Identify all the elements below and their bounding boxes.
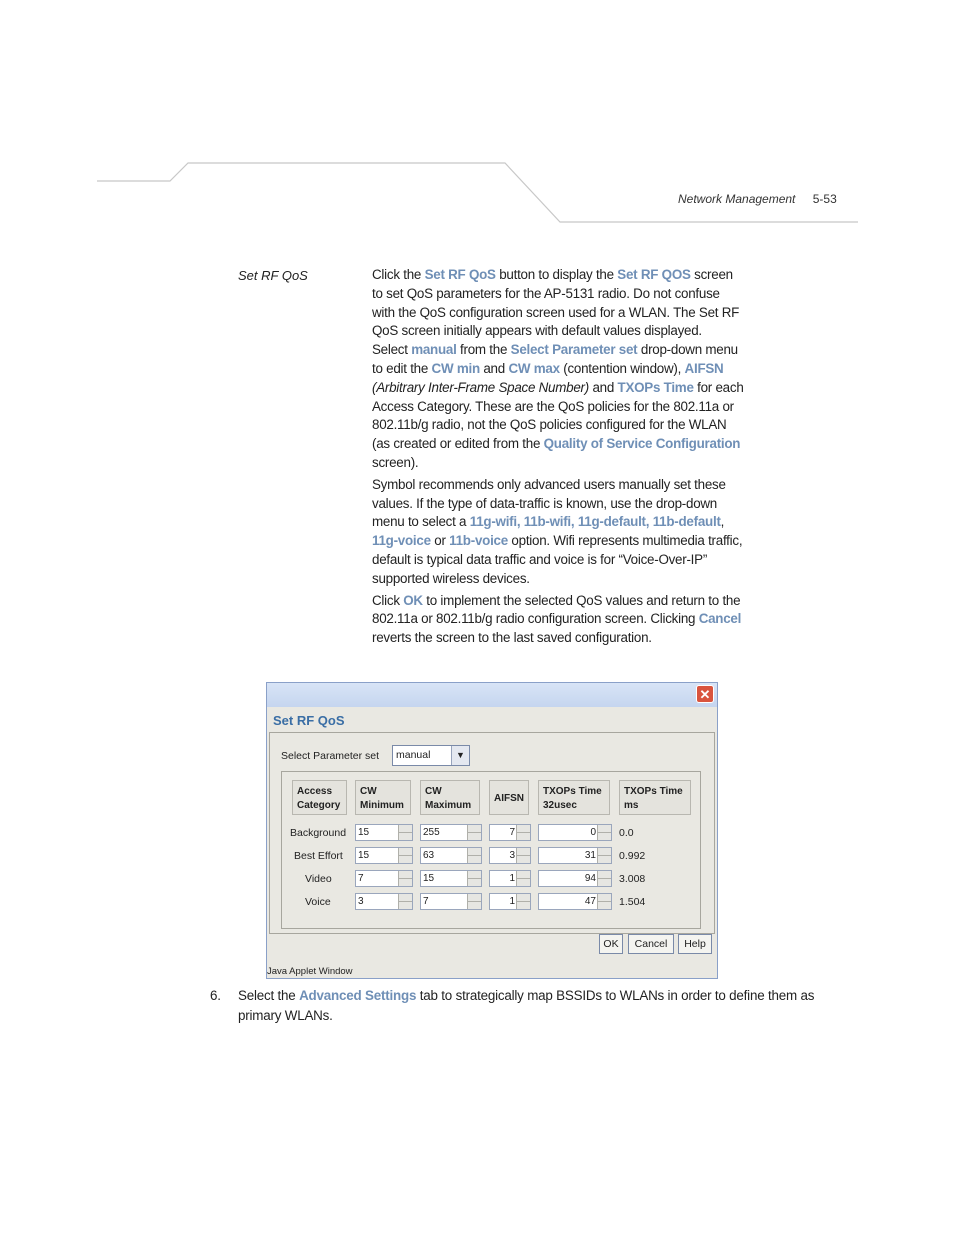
header-line: 32usec — [543, 800, 577, 811]
header-line: CW — [360, 786, 377, 797]
keyword: Cancel — [698, 611, 742, 627]
text-run: , — [720, 514, 725, 530]
row-label-voice: Voice — [305, 896, 331, 908]
spinner-value: 94 — [584, 873, 596, 884]
spinner-value: 15 — [358, 827, 370, 838]
keyword: Set RF QOS — [617, 267, 691, 282]
text-run: for each Access Category. These are the QoS policies for the 802.11a or 802.11b/g radio, not the QoS policies configured for the WLAN (as created or edited from the — [372, 379, 744, 452]
spinner-value: 255 — [423, 827, 440, 838]
spinner-value: 1 — [509, 873, 515, 884]
spinner-arrows-icon[interactable] — [597, 825, 611, 840]
txop-ms-value: 0.0 — [619, 827, 634, 839]
txop-ms-value: 1.504 — [619, 896, 646, 908]
header-line: CW — [425, 786, 442, 797]
paragraph-ok-cancel — [372, 592, 746, 648]
spinner-arrows-icon[interactable] — [597, 848, 611, 863]
text-run: screen to set QoS parameters for the AP-5131 radio. Do not confuse with the QoS configuration screen used for a WLAN. The Set RF QoS screen initially appears with default values displayed. — [372, 267, 740, 339]
spinner-value: 7 — [358, 873, 364, 884]
text-run: (contention window), — [559, 360, 685, 376]
cw-min-spinner[interactable] — [355, 847, 413, 864]
txop-32usec-spinner[interactable] — [538, 893, 612, 910]
spinner-value: 15 — [423, 873, 435, 884]
spinner-arrows-icon[interactable] — [516, 894, 530, 909]
cw-min-spinner[interactable] — [355, 893, 413, 910]
text-run: Click the — [372, 267, 425, 282]
spinner-value: 7 — [509, 827, 515, 838]
set-rf-qos-dialog — [266, 682, 718, 979]
paragraph-recommendation — [372, 476, 746, 589]
header-line: Maximum — [425, 800, 472, 811]
keyword: 11g-wifi, 11b-wifi, 11g-default, 11b-default — [469, 514, 721, 530]
spinner-value: 63 — [423, 850, 435, 861]
column-header-aifsn — [489, 780, 529, 815]
ok-button[interactable]: OK — [599, 934, 623, 954]
header-section-title: Network Management — [678, 192, 796, 206]
keyword: CW min — [431, 360, 480, 376]
parameter-set-select[interactable] — [392, 745, 470, 766]
column-header-cw-maximum — [420, 780, 480, 815]
text-run: tab to strategically map BSSIDs to WLANs in order to define them as primary WLANs. — [238, 988, 815, 1023]
body-text — [372, 266, 746, 651]
text-run: reverts the screen to the last saved configuration. — [372, 630, 652, 646]
spinner-arrows-icon[interactable] — [467, 871, 481, 886]
cw-min-spinner[interactable] — [355, 824, 413, 841]
italic-text: (Arbitrary Inter-Frame Space Number) — [372, 379, 589, 395]
text-run: and — [479, 360, 509, 376]
column-header-cw-minimum — [355, 780, 411, 815]
txop-32usec-spinner[interactable] — [538, 824, 612, 841]
spinner-arrows-icon[interactable] — [597, 871, 611, 886]
keyword: TXOPs Time — [617, 379, 694, 395]
keyword: AIFSN — [684, 360, 724, 376]
text-run: Select — [372, 342, 412, 358]
text-run: from the — [456, 342, 511, 358]
column-header-txops-32usec — [538, 780, 610, 815]
spinner-arrows-icon[interactable] — [597, 894, 611, 909]
spinner-value: 7 — [423, 896, 429, 907]
text-run: screen). — [372, 454, 419, 470]
spinner-value: 15 — [358, 850, 370, 861]
text-run: Click — [372, 592, 404, 608]
spinner-arrows-icon[interactable] — [398, 871, 412, 886]
aifsn-spinner[interactable] — [489, 824, 531, 841]
side-label: Set RF QoS — [238, 268, 308, 283]
paragraph-intro — [372, 266, 746, 341]
header-line: TXOPs Time — [543, 786, 602, 797]
aifsn-spinner[interactable] — [489, 870, 531, 887]
aifsn-spinner[interactable] — [489, 847, 531, 864]
text-run: button to display the — [495, 267, 618, 282]
text-run: to implement the selected QoS values and return to the 802.11a or 802.11b/g radio configuration screen. Clicking — [372, 592, 741, 627]
keyword: Advanced Settings — [299, 988, 417, 1003]
text-run: Select the — [238, 988, 300, 1003]
parameter-set-label: Select Parameter set — [281, 750, 380, 762]
header-line: ms — [624, 800, 639, 811]
txop-ms-value: 3.008 — [619, 873, 646, 885]
spinner-arrows-icon[interactable] — [516, 871, 530, 886]
paragraph-select-manual — [372, 341, 746, 473]
spinner-value: 3 — [509, 850, 515, 861]
txop-ms-value: 0.992 — [619, 850, 646, 862]
row-label-background: Background — [290, 827, 347, 839]
keyword: CW max — [508, 360, 560, 376]
keyword: 11b-voice — [449, 533, 508, 549]
cancel-button[interactable]: Cancel — [628, 934, 674, 954]
spinner-value: 0 — [590, 827, 596, 838]
step-number: 6. — [210, 988, 221, 1003]
dialog-heading: Set RF QoS — [273, 713, 345, 728]
cw-max-spinner[interactable] — [420, 870, 482, 887]
spinner-value: 31 — [584, 850, 596, 861]
column-header-txops-ms — [619, 780, 691, 815]
cw-max-spinner[interactable] — [420, 893, 482, 910]
applet-status: Java Applet Window — [267, 966, 353, 977]
step-text — [238, 986, 818, 1026]
spinner-arrows-icon[interactable] — [398, 848, 412, 863]
dialog-titlebar — [267, 683, 717, 707]
cw-min-spinner[interactable] — [355, 870, 413, 887]
keyword: Set RF QoS — [424, 267, 496, 282]
close-icon[interactable]: ✕ — [696, 685, 714, 703]
spinner-value: 3 — [358, 896, 364, 907]
header-line: AIFSN — [494, 793, 524, 804]
text-run: or — [430, 533, 450, 549]
row-label-best-effort: Best Effort — [294, 850, 343, 862]
spinner-arrows-icon[interactable] — [398, 825, 412, 840]
row-label-video: Video — [305, 873, 332, 885]
aifsn-spinner[interactable] — [489, 893, 531, 910]
txop-32usec-spinner[interactable] — [538, 847, 612, 864]
text-run: Symbol recommends only advanced users manually set these values. If the type of data-traffic is known, use the drop-down menu to select a — [372, 476, 726, 530]
column-header-access-category — [292, 780, 347, 815]
text-run: drop-down menu to edit the — [372, 342, 738, 376]
spinner-arrows-icon[interactable] — [516, 848, 530, 863]
header-line: Minimum — [360, 800, 404, 811]
keyword: 11g-voice — [372, 533, 431, 549]
header-line: Category — [297, 800, 341, 811]
spinner-arrows-icon[interactable] — [398, 894, 412, 909]
spinner-arrows-icon[interactable] — [467, 894, 481, 909]
parameter-set-value: manual — [396, 749, 431, 761]
text-run: and — [588, 379, 618, 395]
header-line: Access — [297, 786, 333, 797]
cw-max-spinner[interactable] — [420, 824, 482, 841]
chevron-down-icon[interactable]: ▼ — [451, 746, 469, 765]
spinner-value: 1 — [509, 896, 515, 907]
spinner-arrows-icon[interactable] — [516, 825, 530, 840]
spinner-arrows-icon[interactable] — [467, 825, 481, 840]
header-line: TXOPs Time — [624, 786, 683, 797]
keyword: Select Parameter set — [510, 342, 638, 358]
keyword: Quality of Service Configuration — [543, 436, 741, 452]
keyword: manual — [411, 342, 457, 358]
spinner-value: 47 — [584, 896, 596, 907]
header-page-number: 5-53 — [812, 192, 837, 206]
text-run: option. Wifi represents multimedia traffic, default is typical data traffic and voice is for “Voice-Over-IP” supported wireless devices. — [372, 533, 743, 586]
cw-max-spinner[interactable] — [420, 847, 482, 864]
txop-32usec-spinner[interactable] — [538, 870, 612, 887]
help-button[interactable]: Help — [678, 934, 712, 954]
spinner-arrows-icon[interactable] — [467, 848, 481, 863]
running-header — [678, 192, 837, 206]
keyword: OK — [403, 592, 423, 608]
